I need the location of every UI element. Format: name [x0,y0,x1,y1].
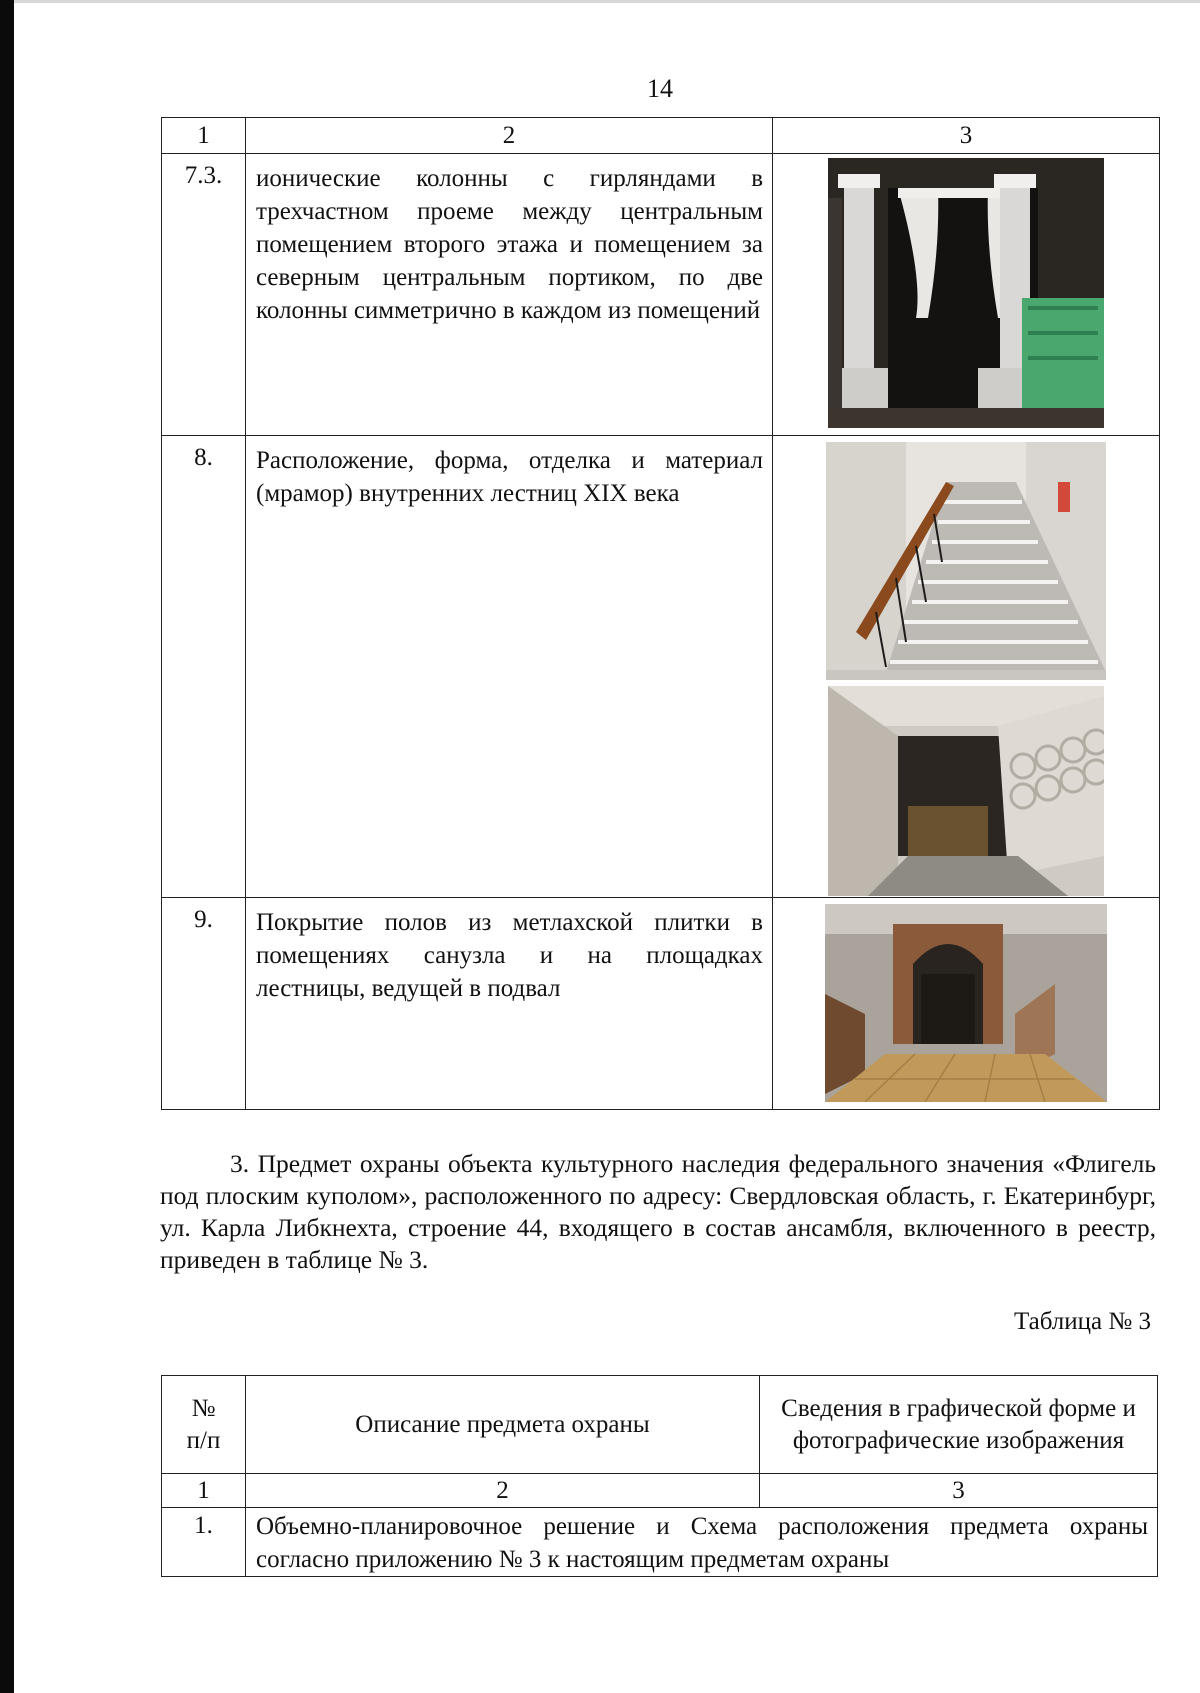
column-number: 1 [162,118,246,154]
continued-table [161,117,1160,1110]
column-number: 2 [246,118,773,154]
photo-cell [773,898,1160,1110]
scan-edge [0,0,14,1693]
photo-basement-landing [825,904,1107,1102]
table-label: Таблица № 3 [1013,1308,1151,1335]
column-number-row [162,1474,1158,1508]
table-header-row [162,1376,1158,1474]
page-number: 14 [647,74,673,103]
photo-cell [773,436,1160,898]
photo-ionic-columns [828,158,1104,428]
column-number: 3 [760,1474,1158,1508]
row-number: 1. [162,1508,246,1577]
column-number: 3 [773,118,1160,154]
table-row [162,154,1160,436]
photo-stair-to-basement [828,686,1104,896]
column-number: 1 [162,1474,246,1508]
body-paragraph: 3. Предмет охраны объекта культурного наследия федерального значения «Флигель под плоским куполом», расположенного по адресу: Свердловская область, г. Екатеринбург, ул. Карла Либкнехта, строение 44, входящего в состав ансамбля, включенного в реестр, приведен в таблице № 3. [160,1149,1156,1274]
table-row [162,1508,1158,1577]
row-number: 7.3. [162,154,246,436]
table-row [162,436,1160,898]
header-description: Описание предмета охраны [246,1376,760,1474]
table-row [162,898,1160,1110]
scan-edge-top [14,0,1200,3]
row-description: Покрытие полов из метлахской плитки в помещениях санузла и на площадках лестницы, ведущей в подвал [246,898,773,1110]
row-description: ионические колонны с гирляндами в трехчастном проеме между центральным помещением второго этажа и помещением за северным центральным портиком, по две колонны симметрично в каждом из помещений [246,154,773,436]
header-graphics: Сведения в графической форме и фотографические изображения [760,1376,1158,1474]
header-number: № п/п [162,1376,246,1474]
row-number: 8. [162,436,246,898]
row-description: Расположение, форма, отделка и материал (мрамор) внутренних лестниц XIX века [246,436,773,898]
table-3 [161,1375,1158,1577]
row-description: Объемно-планировочное решение и Схема расположения предмета охраны согласно приложению № 3 к настоящим предметам охраны [246,1508,1158,1577]
photo-cell [773,154,1160,436]
column-number-row [162,118,1160,154]
column-number: 2 [246,1474,760,1508]
photo-marble-staircase [826,442,1106,680]
row-number: 9. [162,898,246,1110]
